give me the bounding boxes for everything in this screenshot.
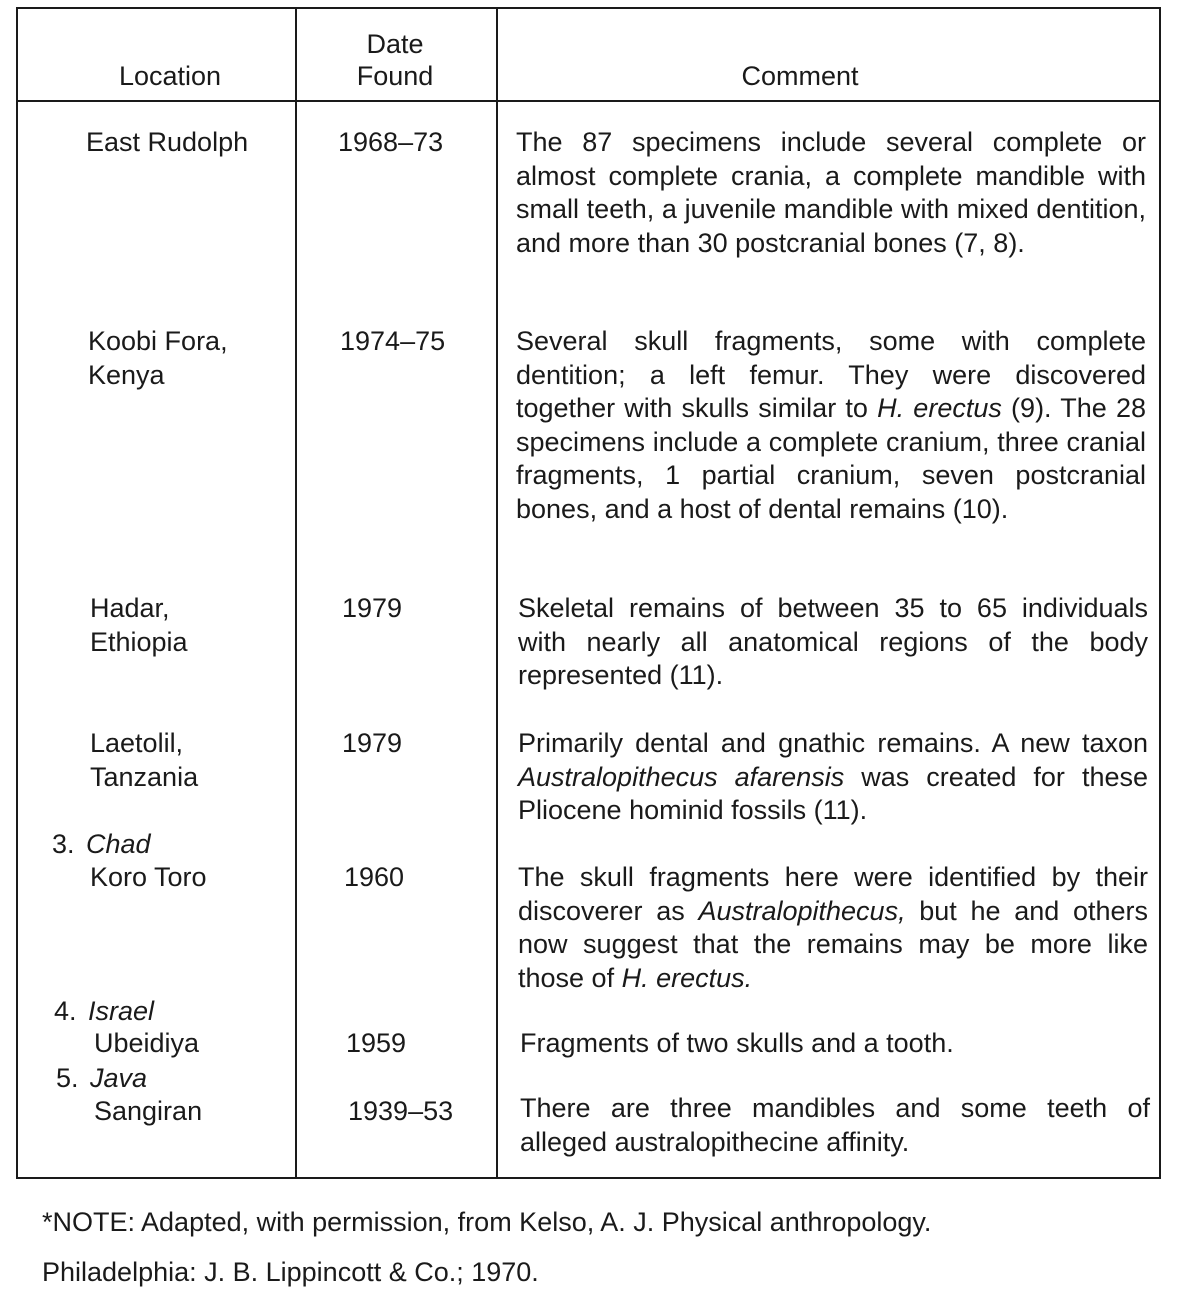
comment-text: Several skull fragments, some with complete dentition; a left femur. They were discovered together with skulls similar to — [516, 326, 1146, 423]
comment-text: but he and others now suggest that the remains may be more like those of — [518, 895, 1148, 993]
comment-text: (9). The 28 specimens include a complete cranium, three cranial fragments, 1 partial cranium, seven postcranial bones, and a host of dental remains (10). — [516, 393, 1147, 524]
location-line: Koro Toro — [90, 862, 207, 892]
table-row-location — [88, 325, 228, 392]
comment-text: Fragments of two skulls and a tooth. — [520, 1028, 954, 1058]
table-row-comment — [520, 1092, 1150, 1159]
group-number: 5. — [56, 1063, 79, 1093]
group-name: Israel — [88, 996, 155, 1026]
group-number: 4. — [54, 996, 77, 1026]
comment-text: Primarily dental and gnathic remains. A new taxon — [518, 728, 1148, 758]
location-line: Kenya — [88, 359, 165, 390]
location-line: Hadar, — [90, 593, 170, 623]
country-group-heading — [52, 828, 151, 862]
table-row-comment — [516, 126, 1146, 260]
table-row-date: 1968–73 — [338, 127, 444, 157]
table-row-comment — [518, 592, 1148, 693]
table-row-date: 1959 — [346, 1028, 407, 1058]
comment-text: was created for these Pliocene hominid fossils (11). — [518, 761, 1149, 825]
table-row-date: 1939–53 — [348, 1096, 454, 1126]
footnote-line-2: Philadelphia: J. B. Lippincott & Co.; 1970. — [42, 1257, 539, 1287]
comment-italic: Australopithecus, — [698, 895, 906, 926]
comment-text: There are three mandibles and some teeth of alleged australopithecine affinity. — [520, 1093, 1150, 1157]
location-line: Sangiran — [94, 1096, 203, 1126]
location-line: Koobi Fora, — [88, 326, 228, 356]
country-group-heading — [56, 1062, 147, 1096]
table-row-location — [90, 861, 207, 895]
comment-italic: H. erectus — [877, 393, 1002, 423]
table-row-location — [94, 1095, 202, 1129]
table-row-date: 1960 — [344, 862, 405, 892]
header-date-found — [300, 28, 490, 92]
table-row-comment — [520, 1027, 1150, 1061]
header-divider — [16, 100, 1161, 102]
location-line: East Rudolph — [86, 127, 249, 157]
header-date-line1: Date — [366, 29, 424, 59]
header-comment: Comment — [741, 61, 859, 91]
group-name: Java — [90, 1063, 148, 1093]
table-row-comment — [518, 861, 1148, 995]
table-row-comment — [516, 325, 1146, 526]
column-divider-location — [295, 7, 297, 1179]
table-row-date: 1979 — [342, 728, 403, 758]
comment-text: The skull fragments here were identified by their discoverer as — [518, 862, 1148, 926]
country-group-heading — [54, 995, 154, 1029]
comment-text: The 87 specimens include several complete or almost complete crania, a complete mandible with small teeth, a juvenile mandible with mixed dentition, and more than 30 postcranial bones (7, 8). — [516, 127, 1146, 258]
group-number: 3. — [52, 829, 75, 859]
location-line: Laetolil, — [90, 728, 184, 758]
table-row-location — [90, 727, 198, 794]
group-name: Chad — [86, 829, 151, 859]
table-row-date: 1974–75 — [340, 326, 446, 356]
comment-text: Skeletal remains of between 35 to 65 individuals with nearly all anatomical regions of the body represented (11). — [518, 593, 1148, 690]
location-line: Ubeidiya — [94, 1028, 200, 1058]
table-row-location — [90, 592, 188, 659]
location-line: Ethiopia — [90, 626, 188, 657]
header-location: Location — [118, 61, 222, 91]
header-date-line2: Found — [356, 61, 434, 91]
column-divider-date — [496, 7, 498, 1179]
comment-italic: Australopithecus afarensis — [518, 761, 845, 792]
footnote-line-1: *NOTE: Adapted, with permission, from Kelso, A. J. Physical anthropology. — [42, 1207, 932, 1237]
table-row-comment — [518, 727, 1148, 828]
location-line: Tanzania — [90, 761, 199, 792]
comment-italic: H. erectus. — [621, 962, 753, 993]
table-row-location — [86, 126, 248, 160]
table-row-location — [94, 1027, 199, 1061]
table-row-date: 1979 — [342, 593, 403, 623]
